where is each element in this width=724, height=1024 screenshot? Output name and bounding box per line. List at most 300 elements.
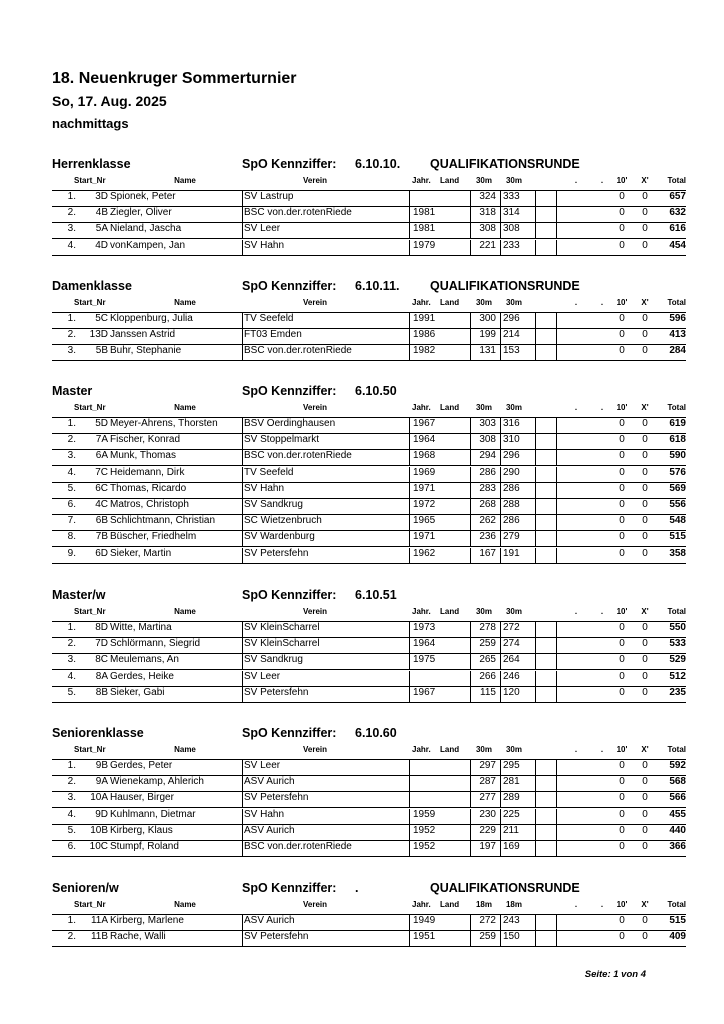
total-score: 568: [669, 776, 686, 788]
distance-1-score: 229: [479, 824, 496, 836]
column-divider: [409, 483, 410, 499]
column-divider: [409, 313, 410, 329]
spo-code: 6.10.11.: [355, 279, 400, 293]
distance-1-score: 199: [479, 329, 496, 341]
birth-year: 1962: [413, 547, 436, 559]
place: 2.: [67, 329, 76, 341]
distance-2-score: 296: [503, 450, 520, 462]
column-divider: [500, 240, 501, 256]
spo-label: SpO Kennziffer:: [242, 726, 337, 740]
birth-year: 1952: [413, 841, 436, 852]
total-score: 284: [669, 345, 686, 357]
distance-1-score: 300: [479, 313, 496, 324]
club-name: SV Petersfehn: [244, 792, 309, 804]
col-header-d4: .: [600, 607, 604, 616]
row-rule: [52, 946, 686, 947]
x-count: 0: [642, 239, 648, 251]
column-divider: [535, 467, 536, 483]
start-number: 9A: [95, 776, 108, 788]
column-divider: [409, 654, 410, 670]
x-count: 0: [642, 760, 648, 771]
x-count: 0: [642, 223, 648, 235]
place: 5.: [67, 824, 76, 836]
distance-2-score: 286: [503, 515, 520, 527]
column-divider: [409, 515, 410, 531]
column-divider: [556, 638, 557, 654]
column-divider: [535, 825, 536, 841]
round-title: QUALIFIKATIONSRUNDE: [430, 881, 580, 895]
tens-count: 0: [619, 547, 625, 559]
distance-2-score: 214: [503, 329, 520, 341]
table-row: [0, 418, 724, 434]
x-count: 0: [642, 450, 648, 462]
birth-year: 1979: [413, 239, 436, 251]
column-divider: [470, 809, 471, 825]
column-divider: [242, 792, 243, 808]
x-count: 0: [642, 313, 648, 324]
column-divider: [409, 915, 410, 931]
column-divider: [409, 450, 410, 466]
spo-code: 6.10.10.: [355, 157, 401, 171]
col-header-land: Land: [440, 900, 460, 909]
x-count: 0: [642, 482, 648, 494]
spo-label: SpO Kennziffer:: [242, 157, 337, 171]
col-header-d4: .: [600, 298, 604, 307]
column-divider: [535, 207, 536, 223]
column-divider: [242, 191, 243, 207]
spo-label: SpO Kennziffer:: [242, 881, 337, 895]
spo-code: 6.10.60: [355, 726, 397, 740]
total-score: 556: [669, 499, 686, 510]
start-number: 7A: [95, 434, 108, 446]
tens-count: 0: [619, 654, 625, 666]
tens-count: 0: [619, 931, 625, 943]
club-name: SV Sandkrug: [244, 499, 303, 510]
table-row: [0, 760, 724, 776]
club-name: SV Leer: [244, 223, 281, 235]
column-headers: [0, 403, 724, 415]
tens-count: 0: [619, 207, 625, 219]
col-header-d2: 30m: [505, 298, 522, 307]
table-row: [0, 792, 724, 808]
column-divider: [470, 687, 471, 703]
column-divider: [470, 515, 471, 531]
total-score: 235: [669, 686, 686, 698]
place: 4.: [67, 808, 76, 820]
place: 2.: [67, 434, 76, 446]
distance-1-score: 262: [479, 515, 496, 527]
place: 3.: [67, 792, 76, 804]
table-row: [0, 467, 724, 483]
archer-name: Gerdes, Peter: [110, 760, 173, 771]
column-divider: [535, 792, 536, 808]
col-header-d4: .: [600, 176, 604, 185]
col-header-total: Total: [667, 900, 686, 909]
col-header-year: Jahr.: [412, 176, 431, 185]
column-divider: [535, 931, 536, 947]
column-divider: [242, 515, 243, 531]
club-name: SV Stoppelmarkt: [244, 434, 320, 446]
spo-code: .: [355, 881, 359, 895]
column-divider: [500, 467, 501, 483]
column-divider: [409, 638, 410, 654]
column-divider: [535, 329, 536, 345]
place: 5.: [67, 686, 76, 698]
col-header-year: Jahr.: [412, 298, 431, 307]
col-header-d2: 30m: [505, 403, 522, 412]
column-divider: [556, 671, 557, 687]
place: 5.: [67, 482, 76, 494]
column-divider: [535, 450, 536, 466]
tens-count: 0: [619, 329, 625, 341]
tens-count: 0: [619, 223, 625, 235]
section-5: [0, 881, 724, 951]
column-divider: [500, 760, 501, 776]
distance-2-score: 296: [503, 313, 520, 324]
tens-count: 0: [619, 531, 625, 543]
column-divider: [556, 450, 557, 466]
column-divider: [500, 434, 501, 450]
column-divider: [470, 191, 471, 207]
col-header-start: Start_Nr: [74, 607, 106, 616]
birth-year: 1964: [413, 434, 436, 446]
start-number: 6A: [95, 450, 108, 462]
spo-code: 6.10.51: [355, 588, 397, 602]
distance-2-score: 246: [503, 670, 520, 682]
club-name: BSC von.der.rotenRiede: [244, 841, 352, 852]
col-header-year: Jahr.: [412, 403, 431, 412]
column-divider: [242, 841, 243, 857]
total-score: 616: [669, 223, 686, 235]
col-header-year: Jahr.: [412, 900, 431, 909]
column-divider: [500, 622, 501, 638]
tens-count: 0: [619, 418, 625, 429]
column-divider: [556, 687, 557, 703]
col-header-d4: .: [600, 745, 604, 754]
table-row: [0, 548, 724, 564]
x-count: 0: [642, 808, 648, 820]
archer-name: Kirberg, Marlene: [110, 915, 184, 926]
distance-2-score: 288: [503, 499, 520, 510]
col-header-year: Jahr.: [412, 745, 431, 754]
column-divider: [470, 548, 471, 564]
column-divider: [556, 654, 557, 670]
column-divider: [409, 776, 410, 792]
col-header-d2: 30m: [505, 176, 522, 185]
place: 1.: [67, 313, 76, 324]
archer-name: Sieker, Gabi: [110, 686, 165, 698]
distance-1-score: 286: [479, 466, 496, 478]
column-divider: [535, 671, 536, 687]
column-divider: [409, 418, 410, 434]
archer-name: Kloppenburg, Julia: [110, 313, 193, 324]
table-row: [0, 240, 724, 256]
row-rule: [52, 856, 686, 857]
col-header-start: Start_Nr: [74, 745, 106, 754]
col-header-tens: 10': [616, 298, 628, 307]
distance-2-score: 308: [503, 223, 520, 235]
col-header-name: Name: [174, 403, 196, 412]
column-divider: [535, 776, 536, 792]
column-divider: [409, 841, 410, 857]
club-name: SC Wietzenbruch: [244, 515, 322, 527]
column-divider: [470, 760, 471, 776]
birth-year: 1971: [413, 531, 436, 543]
total-score: 657: [669, 191, 686, 202]
place: 4.: [67, 239, 76, 251]
column-divider: [500, 915, 501, 931]
place: 8.: [67, 531, 76, 543]
archer-name: vonKampen, Jan: [110, 239, 186, 251]
tens-count: 0: [619, 670, 625, 682]
column-divider: [409, 345, 410, 361]
x-count: 0: [642, 329, 648, 341]
table-row: [0, 515, 724, 531]
birth-year: 1965: [413, 515, 436, 527]
x-count: 0: [642, 531, 648, 543]
distance-1-score: 265: [479, 654, 496, 666]
column-divider: [470, 434, 471, 450]
total-score: 592: [669, 760, 686, 771]
column-divider: [500, 329, 501, 345]
col-header-d1: 30m: [475, 403, 492, 412]
x-count: 0: [642, 499, 648, 510]
start-number: 9D: [95, 808, 108, 820]
section-title: Master: [52, 384, 93, 398]
column-divider: [556, 191, 557, 207]
col-header-d4: .: [600, 403, 604, 412]
column-divider: [242, 825, 243, 841]
distance-2-score: 264: [503, 654, 520, 666]
birth-year: 1967: [413, 418, 436, 429]
col-header-d2: 30m: [505, 607, 522, 616]
column-divider: [242, 207, 243, 223]
column-divider: [500, 207, 501, 223]
col-header-total: Total: [667, 298, 686, 307]
distance-1-score: 308: [479, 434, 496, 446]
column-divider: [409, 329, 410, 345]
birth-year: 1982: [413, 345, 436, 357]
column-divider: [535, 638, 536, 654]
start-number: 5D: [95, 418, 108, 429]
birth-year: 1981: [413, 223, 436, 235]
column-divider: [409, 931, 410, 947]
distance-1-score: 259: [479, 931, 496, 943]
start-number: 11B: [90, 931, 108, 943]
distance-1-score: 115: [480, 686, 496, 698]
col-header-d3: .: [574, 745, 578, 754]
col-header-name: Name: [174, 298, 196, 307]
column-divider: [242, 622, 243, 638]
col-header-total: Total: [667, 745, 686, 754]
start-number: 5B: [95, 345, 108, 357]
column-divider: [242, 531, 243, 547]
document-title: 18. Neuenkruger Sommerturnier: [52, 70, 297, 87]
total-score: 550: [669, 622, 686, 633]
col-header-d4: .: [600, 900, 604, 909]
start-number: 8B: [95, 686, 108, 698]
column-divider: [470, 915, 471, 931]
birth-year: 1951: [413, 931, 436, 943]
total-score: 632: [669, 207, 686, 219]
total-score: 619: [669, 418, 686, 429]
col-header-start: Start_Nr: [74, 176, 106, 185]
column-divider: [556, 760, 557, 776]
col-header-d3: .: [574, 403, 578, 412]
column-divider: [500, 825, 501, 841]
page-footer: Seite: 1 von 4: [584, 969, 646, 980]
column-divider: [409, 191, 410, 207]
birth-year: 1972: [413, 499, 436, 510]
club-name: ASV Aurich: [244, 824, 295, 836]
distance-2-score: 153: [503, 345, 520, 357]
table-row: [0, 483, 724, 499]
distance-2-score: 225: [503, 808, 520, 820]
column-divider: [470, 825, 471, 841]
column-divider: [500, 483, 501, 499]
place: 2.: [67, 776, 76, 788]
start-number: 9B: [95, 760, 108, 771]
column-headers: [0, 176, 724, 188]
distance-1-score: 308: [479, 223, 496, 235]
column-divider: [500, 638, 501, 654]
place: 3.: [67, 223, 76, 235]
place: 2.: [67, 207, 76, 219]
column-divider: [535, 531, 536, 547]
start-number: 11A: [90, 915, 108, 926]
total-score: 529: [669, 654, 686, 666]
place: 2.: [67, 931, 76, 943]
section-title: Herrenklasse: [52, 157, 131, 171]
column-divider: [470, 207, 471, 223]
column-divider: [242, 915, 243, 931]
tens-count: 0: [619, 313, 625, 324]
col-header-x: X': [641, 900, 649, 909]
column-divider: [242, 760, 243, 776]
club-name: ASV Aurich: [244, 915, 295, 926]
col-header-d3: .: [574, 298, 578, 307]
table-row: [0, 687, 724, 703]
column-divider: [409, 499, 410, 515]
col-header-land: Land: [440, 745, 460, 754]
col-header-d1: 30m: [475, 607, 492, 616]
column-divider: [409, 760, 410, 776]
column-divider: [409, 671, 410, 687]
x-count: 0: [642, 654, 648, 666]
column-divider: [470, 467, 471, 483]
club-name: SV Petersfehn: [244, 547, 309, 559]
distance-2-score: 333: [503, 191, 520, 202]
archer-name: Munk, Thomas: [110, 450, 176, 462]
club-name: FT03 Emden: [244, 329, 302, 341]
column-divider: [535, 515, 536, 531]
total-score: 455: [669, 808, 686, 820]
col-header-tens: 10': [616, 176, 628, 185]
column-divider: [470, 499, 471, 515]
total-score: 440: [669, 824, 686, 836]
place: 3.: [67, 450, 76, 462]
place: 3.: [67, 345, 76, 357]
column-divider: [535, 223, 536, 239]
start-number: 6C: [95, 482, 108, 494]
table-row: [0, 191, 724, 207]
archer-name: Matros, Christoph: [110, 499, 189, 510]
total-score: 515: [669, 531, 686, 543]
start-number: 8C: [95, 654, 108, 666]
col-header-start: Start_Nr: [74, 900, 106, 909]
column-divider: [409, 809, 410, 825]
column-divider: [242, 450, 243, 466]
column-divider: [535, 483, 536, 499]
birth-year: 1971: [413, 482, 436, 494]
table-row: [0, 931, 724, 947]
x-count: 0: [642, 792, 648, 804]
x-count: 0: [642, 776, 648, 788]
distance-2-score: 314: [503, 207, 520, 219]
archer-name: Janssen Astrid: [110, 329, 176, 341]
table-row: [0, 776, 724, 792]
column-divider: [409, 467, 410, 483]
x-count: 0: [642, 824, 648, 836]
archer-name: Hauser, Birger: [110, 792, 174, 804]
column-divider: [470, 931, 471, 947]
birth-year: 1959: [413, 808, 436, 820]
distance-2-score: 310: [503, 434, 520, 446]
distance-2-score: 191: [503, 547, 520, 559]
archer-name: Kirberg, Klaus: [110, 824, 173, 836]
start-number: 8D: [95, 622, 108, 633]
start-number: 6B: [95, 515, 108, 527]
tens-count: 0: [619, 466, 625, 478]
place: 2.: [67, 638, 76, 650]
column-divider: [556, 792, 557, 808]
column-divider: [535, 654, 536, 670]
distance-1-score: 287: [479, 776, 496, 788]
total-score: 413: [669, 329, 686, 341]
x-count: 0: [642, 515, 648, 527]
col-header-x: X': [641, 403, 649, 412]
column-divider: [556, 531, 557, 547]
table-row: [0, 915, 724, 931]
column-divider: [409, 223, 410, 239]
column-divider: [242, 654, 243, 670]
column-headers: [0, 745, 724, 757]
club-name: SV Hahn: [244, 808, 285, 820]
column-divider: [500, 450, 501, 466]
place: 1.: [67, 622, 76, 633]
place: 1.: [67, 915, 76, 926]
distance-1-score: 221: [479, 239, 496, 251]
place: 9.: [67, 547, 76, 559]
column-divider: [470, 240, 471, 256]
col-header-total: Total: [667, 403, 686, 412]
archer-name: Stumpf, Roland: [110, 841, 179, 852]
x-count: 0: [642, 638, 648, 650]
column-divider: [470, 671, 471, 687]
distance-2-score: 286: [503, 482, 520, 494]
archer-name: Buhr, Stephanie: [110, 345, 182, 357]
column-divider: [470, 622, 471, 638]
column-divider: [409, 240, 410, 256]
total-score: 454: [669, 239, 686, 251]
column-divider: [556, 809, 557, 825]
column-divider: [242, 931, 243, 947]
distance-2-score: 281: [503, 776, 520, 788]
distance-2-score: 272: [503, 622, 520, 633]
tens-count: 0: [619, 638, 625, 650]
column-divider: [470, 638, 471, 654]
total-score: 548: [669, 515, 686, 527]
